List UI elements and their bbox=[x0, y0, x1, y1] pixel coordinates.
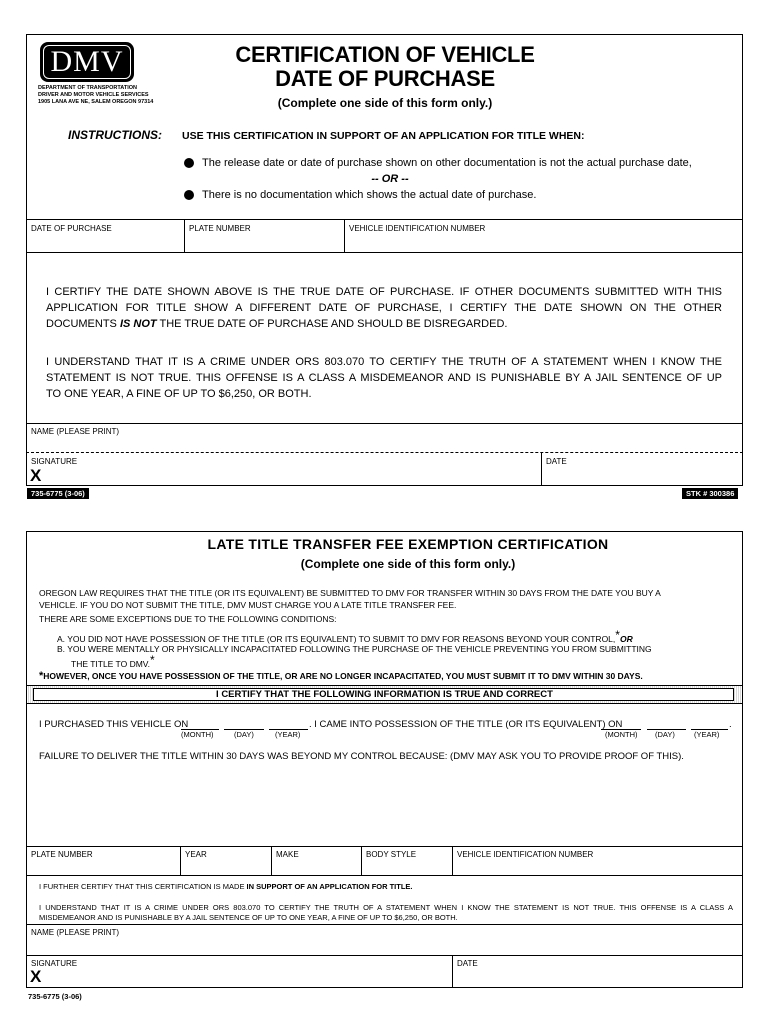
date-field[interactable]: DATE bbox=[546, 457, 567, 466]
cert2-text: I UNDERSTAND THAT IT IS A CRIME UNDER ORS 803.070 TO CERTIFY THE TRUTH OF A STATEMENT WHEN I KNOW THE STATEMENT IS NOT TRUE. THIS OFFENSE IS A CLASS A MISDEMEANOR AND IS PUNISHABLE BY A JAIL SENTENCE OF UP TO ONE YEAR, A FINE OF UP TO $6,250, OR BOTH. bbox=[46, 356, 722, 400]
date-of-purchase-field[interactable]: DATE OF PURCHASE bbox=[31, 224, 112, 233]
certify-bar bbox=[27, 685, 742, 704]
make-field[interactable]: MAKE bbox=[276, 850, 299, 859]
plate-number-field[interactable]: PLATE NUMBER bbox=[189, 224, 251, 233]
divider bbox=[452, 955, 453, 988]
bullet2-text: There is no documentation which shows the actual date of purchase. bbox=[202, 189, 537, 201]
instructions-label: INSTRUCTIONS: bbox=[68, 128, 162, 142]
divider bbox=[26, 875, 743, 876]
month-label: (MONTH) bbox=[605, 730, 638, 739]
purchased-text: I PURCHASED THIS VEHICLE ON bbox=[39, 719, 189, 730]
law-line1: OREGON LAW REQUIRES THAT THE TITLE (OR ITS EQUIVALENT) BE SUBMITTED TO DMV FOR TRANSFER WITHIN 30 DAYS FROM THE DATE YOU BUY A bbox=[39, 588, 661, 598]
bullet-icon bbox=[184, 190, 194, 200]
possession-text: . I CAME INTO POSSESSION OF THE TITLE (OR ITS EQUIVALENT) ON bbox=[309, 719, 623, 730]
divider bbox=[26, 924, 743, 925]
plate-number-field[interactable]: PLATE NUMBER bbox=[31, 850, 93, 859]
year-label: (YEAR) bbox=[275, 730, 301, 739]
law-line2: VEHICLE. IF YOU DO NOT SUBMIT THE TITLE, DMV MUST CHARGE YOU A LATE TITLE TRANSFER FEE. bbox=[39, 600, 457, 610]
dmv-logo-text: DMV bbox=[50, 45, 124, 78]
bullet1-text: The release date or date of purchase shown on other documentation is not the actual purchase date, bbox=[202, 157, 692, 169]
agency-line1: DEPARTMENT OF TRANSPORTATION bbox=[38, 85, 137, 91]
condition-a: A. YOU DID NOT HAVE POSSESSION OF THE TITLE (OR ITS EQUIVALENT) TO SUBMIT TO DMV FOR REASONS BEYOND YOUR CONTROL,*OR bbox=[57, 628, 633, 644]
body-style-field[interactable]: BODY STYLE bbox=[366, 850, 417, 859]
condition-b-line2: THE TITLE TO DMV.* bbox=[71, 653, 155, 669]
name-field[interactable]: NAME (PLEASE PRINT) bbox=[31, 928, 120, 937]
law-line3: THERE ARE SOME EXCEPTIONS DUE TO THE FOLLOWING CONDITIONS: bbox=[39, 614, 337, 624]
form1-subtitle: (Complete one side of this form only.) bbox=[277, 96, 493, 110]
further-certify-text: I FURTHER CERTIFY THAT THIS CERTIFICATION IS MADE IN SUPPORT OF AN APPLICATION FOR TITLE. bbox=[39, 882, 413, 891]
date-field[interactable]: DATE bbox=[457, 959, 478, 968]
signature-field[interactable]: SIGNATURE bbox=[31, 959, 78, 968]
form2-subtitle: (Complete one side of this form only.) bbox=[300, 557, 516, 571]
or-text: -- OR -- bbox=[371, 173, 409, 185]
form-number: 735-6775 (3-06) bbox=[27, 488, 89, 499]
day-label: (DAY) bbox=[234, 730, 254, 739]
vin-field[interactable]: VEHICLE IDENTIFICATION NUMBER bbox=[349, 224, 486, 233]
year-field[interactable]: YEAR bbox=[185, 850, 207, 859]
signature-field[interactable]: SIGNATURE bbox=[31, 457, 78, 466]
day-label: (DAY) bbox=[655, 730, 675, 739]
divider bbox=[184, 219, 185, 252]
agency-line2: DRIVER AND MOTOR VEHICLE SERVICES bbox=[38, 92, 149, 98]
condition-b-line1: B. YOU WERE MENTALLY OR PHYSICALLY INCAPACITATED FOLLOWING THE PURCHASE OF THE VEHICLE PREVENTING YOU FROM SUBMITTING bbox=[57, 644, 652, 654]
divider bbox=[180, 846, 181, 875]
agency-line3: 1905 LANA AVE NE, SALEM OREGON 97314 bbox=[38, 99, 154, 105]
certify-bar-text: I CERTIFY THAT THE FOLLOWING INFORMATION IS TRUE AND CORRECT bbox=[216, 689, 553, 700]
divider bbox=[26, 219, 743, 220]
year-label: (YEAR) bbox=[694, 730, 720, 739]
vin-field[interactable]: VEHICLE IDENTIFICATION NUMBER bbox=[457, 850, 594, 859]
form1-title-line2: DATE OF PURCHASE bbox=[275, 66, 495, 91]
divider bbox=[26, 846, 743, 847]
cert1-text: I CERTIFY THE DATE SHOWN ABOVE IS THE TRUE DATE OF PURCHASE. IF OTHER DOCUMENTS SUBMITTED WITH THIS APPLICATION FOR TITLE SHOW A DIFFERENT DATE OF PURCHASE, I CERTIFY THE DATE SHOWN ON THE OTHER DOCUMENTS IS NOT THE TRUE DATE OF PURCHASE AND SHOULD BE DISREGARDED. bbox=[46, 286, 722, 330]
instructions-text: USE THIS CERTIFICATION IN SUPPORT OF AN APPLICATION FOR TITLE WHEN: bbox=[182, 130, 585, 142]
signature-x: X bbox=[30, 466, 42, 485]
divider bbox=[344, 219, 345, 252]
divider bbox=[541, 452, 542, 486]
form2-title: LATE TITLE TRANSFER FEE EXEMPTION CERTIFICATION bbox=[207, 536, 609, 552]
form-number: 735-6775 (3-06) bbox=[28, 992, 82, 1001]
divider bbox=[452, 846, 453, 875]
signature-x: X bbox=[30, 967, 42, 986]
period: . bbox=[729, 719, 732, 730]
month-label: (MONTH) bbox=[181, 730, 214, 739]
divider bbox=[26, 423, 743, 424]
bullet-icon bbox=[184, 158, 194, 168]
divider bbox=[271, 846, 272, 875]
form1-title-line1: CERTIFICATION OF VEHICLE bbox=[235, 42, 535, 67]
dmv-logo bbox=[40, 42, 134, 82]
failure-text: FAILURE TO DELIVER THE TITLE WITHIN 30 DAYS WAS BEYOND MY CONTROL BECAUSE: (DMV MAY ASK YOU TO PROVIDE PROOF OF THIS). bbox=[39, 751, 684, 762]
divider bbox=[26, 955, 743, 956]
stock-number: STK # 300386 bbox=[682, 488, 738, 499]
crime-text: I UNDERSTAND THAT IT IS A CRIME UNDER ORS 803.070 TO CERTIFY THE TRUTH OF A STATEMENT WHEN I KNOW THE STATEMENT IS NOT TRUE. THIS OFFENSE IS A CLASS A MISDEMEANOR AND IS PUNISHABLE BY A JAIL SENTENCE OF UP TO ONE YEAR, A FINE OF UP TO $6,250, OR BOTH. bbox=[39, 903, 733, 922]
name-field[interactable]: NAME (PLEASE PRINT) bbox=[31, 427, 120, 436]
divider bbox=[361, 846, 362, 875]
however-text: *HOWEVER, ONCE YOU HAVE POSSESSION OF THE TITLE, OR ARE NO LONGER INCAPACITATED, YOU MUST SUBMIT IT TO DMV WITHIN 30 DAYS. bbox=[39, 670, 643, 682]
divider bbox=[26, 452, 743, 453]
reason-area[interactable] bbox=[39, 766, 729, 841]
divider bbox=[26, 252, 743, 253]
